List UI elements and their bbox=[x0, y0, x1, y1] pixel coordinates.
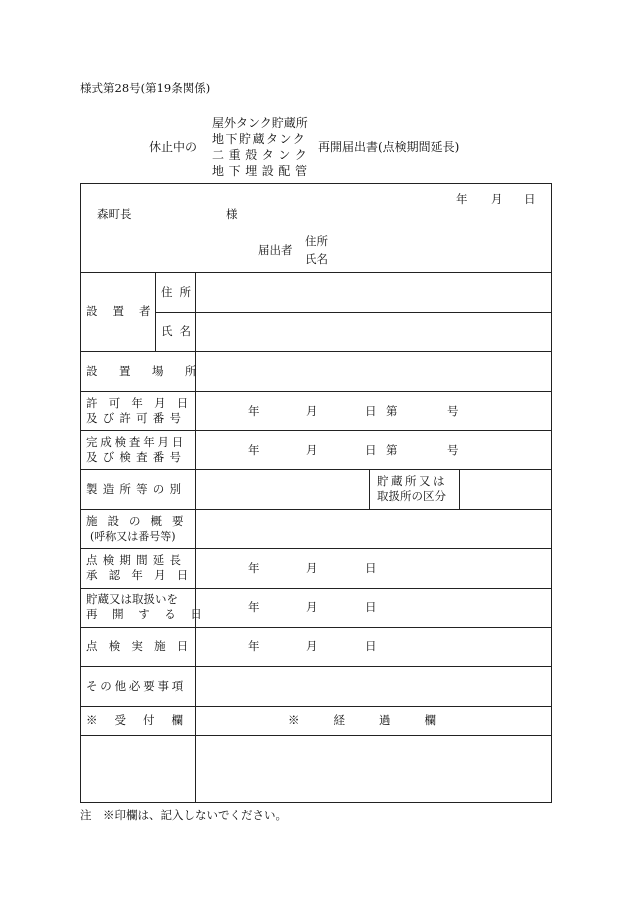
day-label: 日 bbox=[365, 443, 377, 457]
addressee: 森町長 bbox=[97, 207, 132, 221]
row-line bbox=[80, 588, 552, 589]
header-month-label: 月 bbox=[491, 192, 503, 206]
row-line bbox=[80, 666, 552, 667]
installer-name-label: 氏名 bbox=[161, 324, 198, 338]
resume-label-1: 貯蔵又は取扱いを bbox=[86, 592, 178, 606]
row-line bbox=[80, 430, 552, 431]
number-suffix-label: 号 bbox=[447, 404, 459, 418]
progress-label: ※経過欄 bbox=[288, 713, 470, 727]
permit-label-1: 許可年月日 bbox=[86, 396, 200, 410]
inspection-label-1: 完成検査年月日 bbox=[86, 435, 187, 449]
header-day-label: 日 bbox=[524, 192, 536, 206]
tank-type-underground: 地下貯蔵タンク bbox=[212, 132, 307, 146]
row-line bbox=[80, 735, 552, 736]
location-label: 設置場所 bbox=[86, 364, 218, 378]
title-suffix: 再開届出書(点検期間延長) bbox=[318, 140, 460, 154]
facility-label: 製造所等の別 bbox=[86, 482, 187, 496]
title-prefix: 休止中の bbox=[149, 140, 198, 154]
month-label: 月 bbox=[306, 404, 318, 418]
year-label: 年 bbox=[248, 600, 260, 614]
row-line bbox=[80, 627, 552, 628]
row-line bbox=[80, 509, 552, 510]
month-label: 月 bbox=[306, 561, 318, 575]
day-label: 日 bbox=[365, 600, 377, 614]
row-line bbox=[80, 548, 552, 549]
table-border-top bbox=[80, 183, 552, 184]
row-line bbox=[80, 391, 552, 392]
applicant-address-label: 住所 bbox=[305, 234, 328, 248]
year-label: 年 bbox=[248, 639, 260, 653]
year-label: 年 bbox=[248, 443, 260, 457]
applicant-label: 届出者 bbox=[258, 243, 293, 257]
number-prefix-label: 第 bbox=[386, 404, 398, 418]
extension-label-2: 承認年月日 bbox=[86, 568, 200, 582]
permit-label-2: 及び許可番号 bbox=[86, 411, 187, 425]
day-label: 日 bbox=[365, 639, 377, 653]
tank-type-double-shell: 二重殻タンク bbox=[212, 148, 312, 162]
applicant-name-label: 氏名 bbox=[305, 252, 328, 266]
reception-label: ※受付欄 bbox=[86, 713, 200, 727]
resume-label-2: 再開する日 bbox=[86, 607, 217, 621]
month-label: 月 bbox=[306, 600, 318, 614]
footer-note: 注 ※印欄は、記入しないでください。 bbox=[80, 808, 287, 822]
honorific: 様 bbox=[226, 207, 238, 221]
overview-sublabel: (呼称又は番号等) bbox=[90, 530, 176, 543]
row-line bbox=[155, 312, 552, 313]
table-border-bottom bbox=[80, 802, 552, 803]
year-label: 年 bbox=[248, 404, 260, 418]
month-label: 月 bbox=[306, 639, 318, 653]
number-prefix-label: 第 bbox=[386, 443, 398, 457]
overview-label: 施設の概要 bbox=[86, 514, 194, 528]
month-label: 月 bbox=[306, 443, 318, 457]
number-suffix-label: 号 bbox=[447, 443, 459, 457]
other-label: その他必要事項 bbox=[86, 679, 187, 693]
extension-label-1: 点検期間延長 bbox=[86, 553, 187, 567]
year-label: 年 bbox=[248, 561, 260, 575]
row-line bbox=[80, 272, 552, 273]
header-year-label: 年 bbox=[456, 192, 468, 206]
table-border-left bbox=[80, 183, 81, 803]
installer-address-label: 住所 bbox=[161, 285, 198, 299]
storage-label-1: 貯蔵所又は bbox=[377, 474, 447, 488]
installer-label: 設置者 bbox=[86, 304, 166, 318]
row-line bbox=[80, 351, 552, 352]
day-label: 日 bbox=[365, 561, 377, 575]
column-line bbox=[369, 469, 370, 509]
column-line bbox=[459, 469, 460, 509]
implemented-label: 点検実施日 bbox=[86, 639, 200, 653]
tank-type-outdoor: 屋外タンク貯蔵所 bbox=[212, 116, 308, 130]
inspection-label-2: 及び検査番号 bbox=[86, 450, 187, 464]
day-label: 日 bbox=[365, 404, 377, 418]
tank-type-buried-pipe: 地下埋設配管 bbox=[212, 164, 312, 178]
row-line bbox=[80, 706, 552, 707]
form-number: 様式第28号(第19条関係) bbox=[80, 81, 211, 95]
storage-label-2: 取扱所の区分 bbox=[377, 489, 446, 503]
row-line bbox=[80, 469, 552, 470]
table-border-right bbox=[551, 183, 552, 803]
